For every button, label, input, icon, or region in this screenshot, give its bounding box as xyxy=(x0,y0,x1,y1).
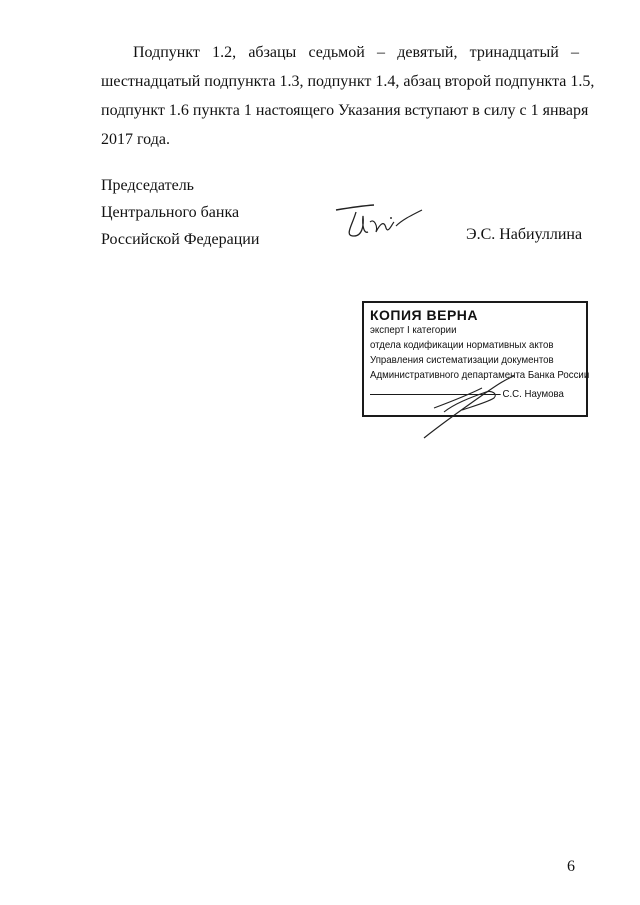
stamp-handwritten-signature xyxy=(414,372,534,442)
handwritten-signature xyxy=(330,196,430,246)
stamp-line-2: отдела кодификации нормативных актов xyxy=(370,339,554,351)
signatory-title-line-2: Центрального банка xyxy=(101,204,240,221)
paragraph-line-3: подпункт 1.6 пункта 1 настоящего Указания вступают в силу с 1 января xyxy=(101,102,589,119)
paragraph-line-4: 2017 года. xyxy=(101,131,170,148)
effective-date-paragraph xyxy=(101,38,595,154)
signatory-title-line-3: Российской Федерации xyxy=(101,231,260,248)
stamp-line-3: Управления систематизации документов xyxy=(370,354,554,366)
paragraph-line-1: Подпункт 1.2, абзацы седьмой – девятый, тринадцатый – xyxy=(133,44,579,61)
paragraph-line-2: шестнадцатый подпункта 1.3, подпункт 1.4, абзац второй подпункта 1.5, xyxy=(101,73,595,90)
stamp-line-4: Административного департамента Банка России xyxy=(370,369,590,381)
stamp-signer: С.С. Наумова xyxy=(502,388,564,400)
signatory-title-line-1: Председатель xyxy=(101,177,194,194)
stamp-line-1: эксперт I категории xyxy=(370,324,457,336)
signatory-title xyxy=(101,172,259,253)
page-number: 6 xyxy=(567,858,575,875)
signer-name: Э.С. Набиуллина xyxy=(466,226,583,243)
stamp-title: КОПИЯ ВЕРНА xyxy=(370,307,479,323)
